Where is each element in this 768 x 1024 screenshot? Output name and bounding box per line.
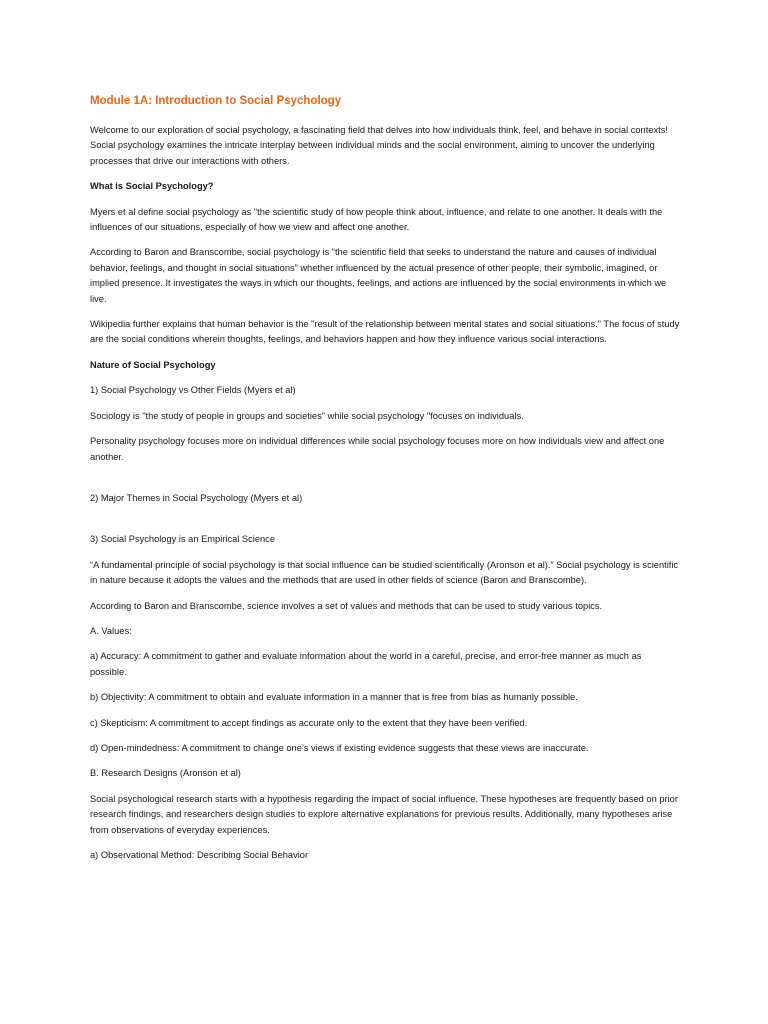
value-skepticism: c) Skepticism: A commitment to accept findings as accurate only to the extent that they have been verified. [90,717,528,728]
myers-definition-paragraph: Myers et al define social psychology as "the scientific study of how people think about, influence, and relate to one another. It deals with the influences of our situations, especially of how we view and affect one another. [90,206,663,233]
research-hypothesis-paragraph: Social psychological research starts with a hypothesis regarding the impact of social influence. These hypotheses are frequently based on prior research findings, and researchers design studies to explore alternative explanations for previous results. Additionally, many hypotheses arise from observations of everyday experiences. [90,793,678,835]
personality-paragraph: Personality psychology focuses more on individual differences while social psychology focuses more on how individuals view and affect one another. [90,436,665,462]
subsection-other-fields: 1) Social Psychology vs Other Fields (Myers et al) [90,385,296,396]
subsection-empirical-science: 3) Social Psychology is an Empirical Science [90,534,275,545]
fundamental-principle-paragraph: “A fundamental principle of social psychology is that social influence can be studied scientifically (Aronson et al).” Social psychology is scientific in nature because it adopts the values and the methods that are used in other fields of science (Baron and Branscombe). [90,559,679,586]
observational-method-label: a) Observational Method: Describing Social Behavior [90,850,309,860]
value-accuracy: a) Accuracy: A commitment to gather and evaluate information about the world in a careful, precise, and error-free manner as much as possible. [90,651,642,677]
spacer [90,516,680,532]
science-values-methods-paragraph: According to Baron and Branscombe, science involves a set of values and methods that can be used to study various topics. [90,600,603,611]
value-objectivity: b) Objectivity: A commitment to obtain and evaluate information in a manner that is free from bias as humanly possible. [90,692,578,703]
section-heading-nature: Nature of Social Psychology [90,359,216,370]
baron-definition-paragraph: According to Baron and Branscombe, social psychology is “the scientific field that seeks to understand the nature and causes of individual behavior, feelings, and thought in social situations” whether influenced by the actual presence of other people, their symbolic, imagined, or implied presence. It investigates the ways in which our thoughts, feelings, and actions are influenced by the social environments in which we live. [90,247,667,304]
spacer [90,475,680,491]
research-designs-label: B. Research Designs (Aronson et al) [90,768,241,779]
subsection-major-themes: 2) Major Themes in Social Psychology (Myers et al) [90,492,303,503]
sociology-paragraph: Sociology is "the study of people in groups and societies" while social psychology "focuses on individuals. [90,410,524,421]
value-open-mindedness: d) Open-mindedness: A commitment to change one’s views if existing evidence suggests that these views are inaccurate. [90,742,589,753]
wikipedia-paragraph: Wikipedia further explains that human behavior is the "result of the relationship between mental states and social situations." The focus of study are the social conditions wherein thoughts, feelings, and behaviors happen and how they influence various social interactions. [90,319,680,345]
document-title: Module 1A: Introduction to Social Psychology [90,95,342,107]
section-heading-what-is: What is Social Psychology? [90,181,214,192]
document-page [90,93,680,873]
values-label: A. Values: [90,625,132,636]
intro-paragraph: Welcome to our exploration of social psychology, a fascinating field that delves into how individuals think, feel, and behave in social contexts! Social psychology examines the intricate interplay between individual minds and the social environment, aiming to uncover the underlying processes that drive our interactions with others. [90,125,668,166]
